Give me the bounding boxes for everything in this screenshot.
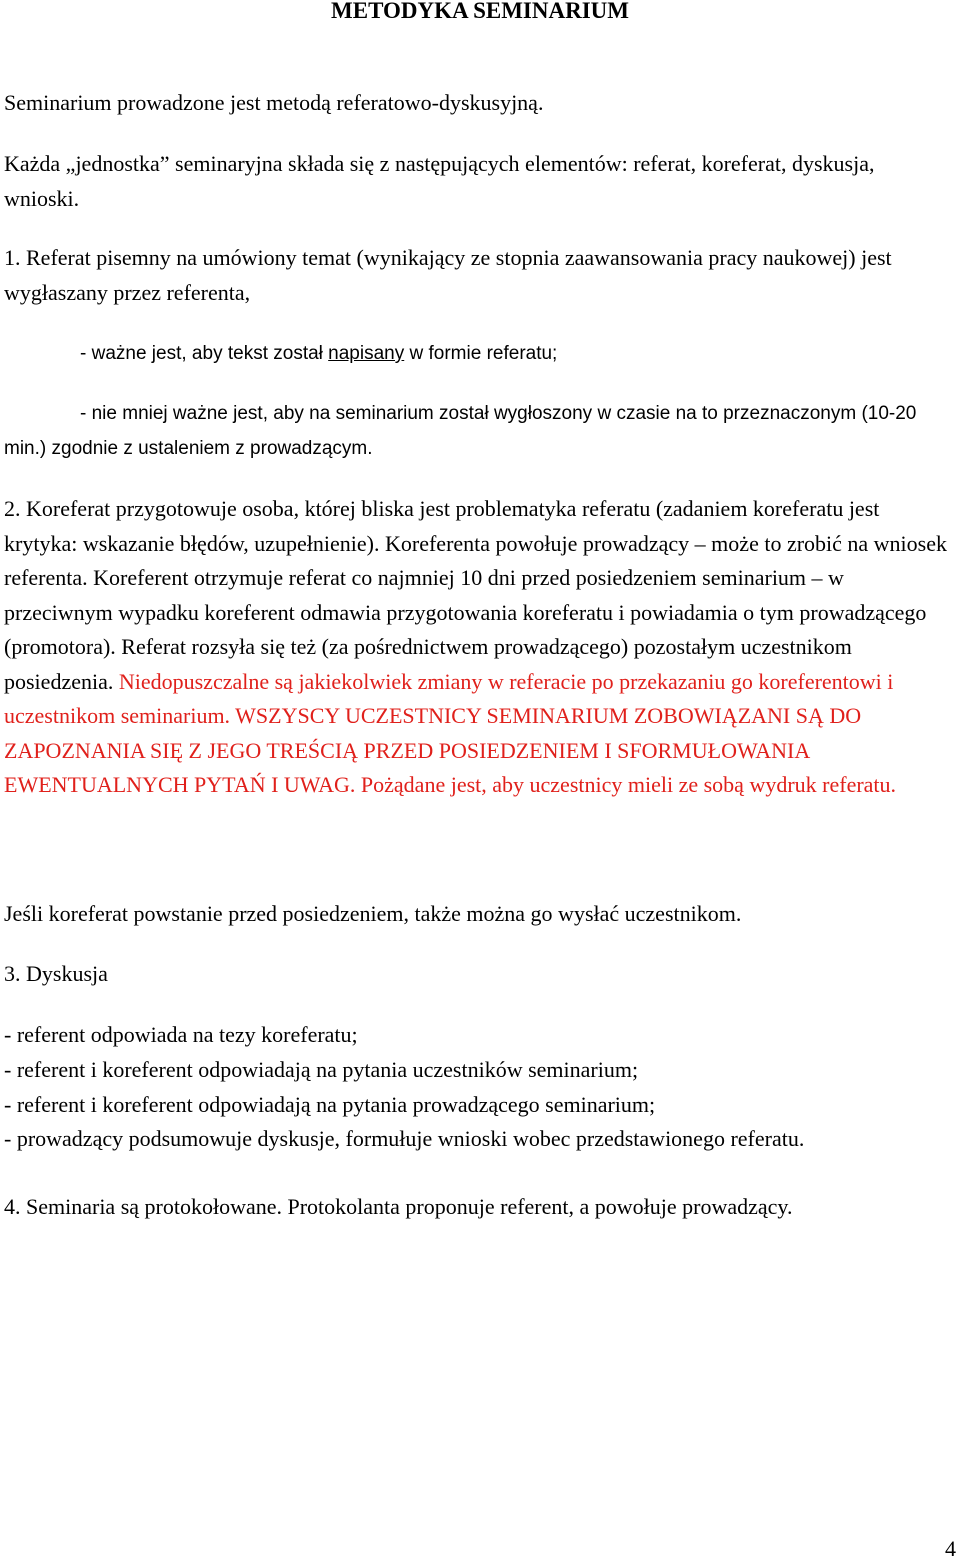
unit-paragraph: Każda „jednostka” seminaryjna składa się z następujących elementów: referat, koreferat, dyskusja, wnioski. [4,151,875,211]
page-number: 4 [945,1536,956,1561]
bullet-1-text-pre: - ważne jest, aby tekst został [80,343,329,364]
section-4-paragraph: 4. Seminaria są protokołowane. Protokolanta proponuje referent, a powołuje prowadzący. [4,1194,793,1219]
section-1-paragraph: 1. Referat pisemny na umówiony temat (wynikający ze stopnia zaawansowania pracy naukowej) jest wygłaszany przez referenta, [4,245,892,305]
bullet-1-underlined-word: napisany [328,343,405,364]
section-2-part-b: Koreferenta powołuje prowadzący – może to zrobić na wniosek referenta. [4,530,947,590]
section-2-red-note-1: Niedopuszczalne są jakiekolwiek zmiany w referacie po przekazaniu go koreferentowi i uczestnikom seminarium. [4,668,894,728]
list-item: - referent i koreferent odpowiadają na pytania uczestników seminarium; [4,1057,639,1082]
list-item: - referent i koreferent odpowiadają na pytania prowadzącego seminarium; [4,1092,656,1117]
section-1-bullet-1 [80,337,950,372]
intro-paragraph: Seminarium prowadzone jest metodą referatowo-dyskusyjną. [4,90,544,115]
koreferat-paragraph: Jeśli koreferat powstanie przed posiedzeniem, także można go wysłać uczestnikom. [4,901,742,926]
section-2-paragraph [4,492,954,803]
section-2-red-note-3: Pożądane jest, aby uczestnicy mieli ze sobą wydruk referatu. [355,772,897,797]
section-1-bullet-2: - nie mniej ważne jest, aby na seminarium został wygłoszony w czasie na to przeznaczonym (10-20 min.) zgodnie z ustaleniem z prowadzącym. [4,403,917,459]
section-2-part-a: 2. Koreferat przygotowuje osoba, której bliska jest problematyka referatu (zadaniem koreferatu jest krytyka: wskazanie błędów, uzupełnienie). [4,496,880,556]
list-item: - referent odpowiada na tezy koreferatu; [4,1022,358,1047]
section-2-part-c: Koreferent otrzymuje referat co najmniej 10 dni przed posiedzeniem seminarium – w przeciwnym wypadku koreferent odmawia przygotowania koreferatu i powiadamia o tym prowadzącego (promotora). Referat rozsyła się też (za pośrednictwem prowadzącego) pozostałym uczestnikom posiedzenia. [4,565,927,694]
section-3-heading: 3. Dyskusja [4,961,108,986]
page-title: METODYKA SEMINARIUM [331,0,629,23]
list-item: - prowadzący podsumowuje dyskusje, formułuje wnioski wobec przedstawionego referatu. [4,1126,805,1151]
section-2-red-note-2: WSZYSCY UCZESTNICY SEMINARIUM ZOBOWIĄZANI SĄ DO ZAPOZNANIA SIĘ Z JEGO TREŚCIĄ PRZED POSIEDZENIEM I SFORMUŁOWANIA EWENTUALNYCH PYTAŃ I UWAG. [4,703,862,797]
bullet-1-text-post: w formie referatu; [404,343,558,364]
